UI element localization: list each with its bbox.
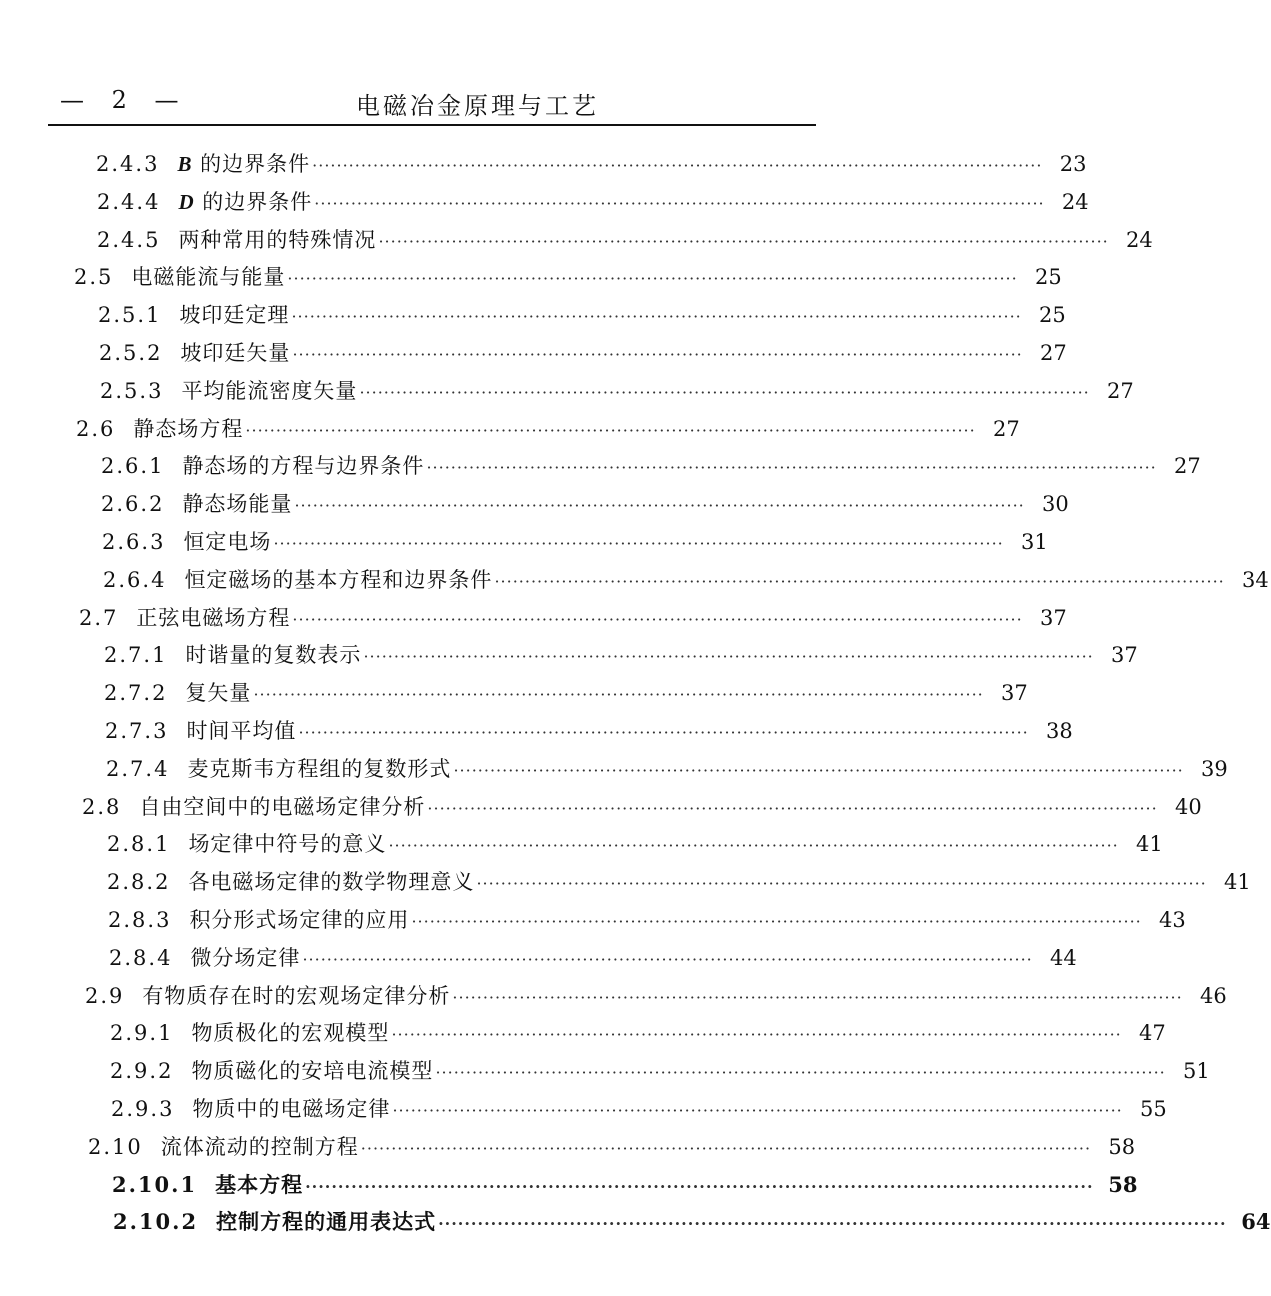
- toc-section-number: 2.8: [82, 795, 122, 819]
- toc-title-text: 物质极化的宏观模型: [191, 1021, 390, 1045]
- toc-symbol: B: [177, 152, 193, 176]
- toc-entry: [101, 488, 1069, 520]
- toc-section-number: 2.5: [74, 265, 114, 289]
- toc-entry: [110, 1055, 1210, 1087]
- toc-page-number: 23: [1059, 152, 1087, 176]
- toc-section-title: [168, 715, 296, 747]
- toc-title-text: 场定律中符号的意义: [188, 832, 387, 856]
- page-header: [48, 80, 816, 126]
- toc-section-number: 2.8.1: [107, 832, 171, 856]
- toc-page-number: 46: [1199, 984, 1227, 1008]
- toc-page-number: 31: [1021, 530, 1048, 554]
- toc-section-title: [160, 186, 312, 218]
- toc-section-title: [166, 564, 492, 596]
- toc-entry: [111, 1093, 1167, 1125]
- toc-section-number: 2.5.1: [98, 303, 162, 327]
- toc-section-number: 2.8.3: [108, 908, 172, 932]
- toc-section-number: 2.9.1: [110, 1021, 174, 1045]
- toc-entry: [105, 715, 1073, 747]
- toc-page-number: 40: [1174, 795, 1202, 819]
- toc-title-text: 物质磁化的安培电流模型: [191, 1059, 434, 1083]
- toc-section-number: 2.10.1: [112, 1172, 198, 1197]
- toc-page-number: 41: [1224, 870, 1251, 894]
- toc-title-text: 坡印廷定理: [179, 303, 290, 327]
- toc-entry: [109, 942, 1077, 974]
- dot-leader: ························································································································: [360, 1139, 1092, 1158]
- dot-leader: ························································································································: [273, 534, 1004, 553]
- toc-section-number: 2.6.4: [103, 568, 167, 592]
- toc-section-title: [113, 261, 285, 293]
- toc-section-number: 2.9: [85, 984, 125, 1008]
- toc-section-title: [160, 224, 376, 256]
- toc-page-number: 55: [1140, 1097, 1167, 1121]
- toc-section-number: 2.9.3: [111, 1097, 175, 1121]
- dot-leader: ························································································································: [298, 723, 1029, 742]
- toc-entry: [110, 1017, 1166, 1049]
- toc-page-number: 27: [1040, 341, 1067, 365]
- toc-section-title: [169, 753, 451, 785]
- toc-symbol: D: [178, 190, 195, 214]
- toc-section-title: [170, 828, 386, 860]
- dot-leader: ························································································································: [435, 1063, 1166, 1082]
- toc-title-text: 静态场方程: [133, 417, 244, 441]
- toc-entry: [99, 337, 1067, 369]
- toc-title-text: 时间平均值: [186, 719, 297, 743]
- toc-title-text: 控制方程的通用表达式: [216, 1209, 437, 1234]
- toc-title-text: 平均能流密度矢量: [181, 379, 358, 403]
- toc-section-number: 2.7.3: [105, 719, 169, 743]
- toc-section-title: [198, 1206, 436, 1238]
- dot-leader: ························································································································: [287, 269, 1018, 288]
- dot-leader: ························································································································: [245, 421, 976, 440]
- toc-entry: [79, 602, 1067, 634]
- toc-section-title: [118, 602, 290, 634]
- dot-leader: ························································································································: [291, 307, 1022, 326]
- toc-section-title: [121, 791, 425, 823]
- dot-leader: ························································································································: [426, 458, 1157, 477]
- running-title: 电磁冶金原理与工艺: [356, 92, 599, 120]
- toc-title-text: 两种常用的特殊情况: [178, 228, 377, 252]
- dot-leader: ························································································································: [391, 1025, 1122, 1044]
- toc-section-title: [197, 1169, 303, 1201]
- toc-section-title: [124, 980, 450, 1012]
- toc-section-number: 2.7.1: [104, 643, 168, 667]
- toc-page-number: 25: [1039, 303, 1066, 327]
- toc-page-number: 37: [1001, 681, 1028, 705]
- toc-section-title: [162, 337, 290, 369]
- toc-page-number: 37: [1111, 643, 1138, 667]
- toc-section-number: 2.4.5: [97, 228, 161, 252]
- toc-section-number: 2.4.4: [97, 190, 161, 214]
- toc-entry: [96, 148, 1087, 180]
- toc-title-text: 恒定磁场的基本方程和边界条件: [184, 568, 493, 592]
- toc-title-text: 静态场能量: [182, 492, 293, 516]
- toc-entry: [103, 564, 1269, 596]
- toc-page-number: 27: [1107, 379, 1134, 403]
- toc-title-text: 基本方程: [215, 1172, 304, 1197]
- dot-leader: ························································································································: [363, 647, 1094, 666]
- toc-title-text: 恒定电场: [183, 530, 272, 554]
- toc-entry: [106, 753, 1228, 785]
- toc-section-number: 2.6: [76, 417, 116, 441]
- toc-entry: [97, 224, 1153, 256]
- toc-section-number: 2.6.1: [101, 454, 165, 478]
- toc-page-number: 37: [1039, 606, 1067, 630]
- toc-page-number: 27: [992, 417, 1020, 441]
- toc-entry: [104, 639, 1138, 671]
- toc-section-title: [173, 1017, 389, 1049]
- toc-section-number: 2.9.2: [110, 1059, 174, 1083]
- toc-entry: [113, 1206, 1271, 1238]
- dot-leader: ························································································································: [494, 572, 1225, 591]
- dot-leader: ························································································································: [392, 1101, 1123, 1120]
- dot-leader: ························································································································: [411, 912, 1142, 931]
- toc-section-number: 2.7: [79, 606, 119, 630]
- toc-entry: [108, 904, 1186, 936]
- toc-title-text: 积分形式场定律的应用: [189, 908, 410, 932]
- toc-title-text: 有物质存在时的宏观场定律分析: [142, 984, 451, 1008]
- toc-entry: [85, 980, 1227, 1012]
- toc-page-number: 47: [1139, 1021, 1166, 1045]
- toc-page-number: 24: [1126, 228, 1153, 252]
- toc-entry: [74, 261, 1062, 293]
- dot-leader: ························································································································: [305, 1177, 1094, 1196]
- toc-section-number: 2.4.3: [96, 152, 160, 176]
- toc-page-number: 43: [1159, 908, 1186, 932]
- toc-section-number: 2.6.3: [102, 530, 166, 554]
- toc-title-text: 正弦电磁场方程: [136, 606, 291, 630]
- toc-section-number: 2.7.4: [106, 757, 170, 781]
- page-number: — 2 —: [60, 86, 189, 114]
- dot-leader: ························································································································: [292, 345, 1023, 364]
- toc-title-text: 自由空间中的电磁场定律分析: [139, 795, 426, 819]
- toc-page-number: 27: [1174, 454, 1201, 478]
- toc-section-title: [164, 488, 292, 520]
- dot-leader: ························································································································: [253, 685, 984, 704]
- toc-section-title: [164, 450, 424, 482]
- toc-title-text: 电磁能流与能量: [131, 265, 286, 289]
- dot-leader: ························································································································: [359, 383, 1090, 402]
- dot-leader: ························································································································: [476, 874, 1207, 893]
- toc-entry: [102, 526, 1048, 558]
- toc-section-number: 2.8.4: [109, 946, 173, 970]
- toc-section-title: [159, 148, 310, 180]
- dot-leader: ························································································································: [427, 799, 1158, 818]
- toc-section-title: [165, 526, 271, 558]
- toc-section-title: [172, 942, 300, 974]
- dot-leader: ························································································································: [302, 950, 1033, 969]
- toc-entry: [82, 791, 1202, 823]
- toc-page-number: 41: [1136, 832, 1163, 856]
- toc-title-text: 的边界条件: [202, 190, 313, 214]
- toc-section-number: 2.6.2: [101, 492, 165, 516]
- toc-page-number: 30: [1042, 492, 1069, 516]
- toc-section-number: 2.7.2: [104, 681, 168, 705]
- dot-leader: ························································································································: [294, 496, 1025, 515]
- toc-entry: [107, 866, 1251, 898]
- toc-page-number: 44: [1050, 946, 1077, 970]
- toc-section-number: 2.5.3: [100, 379, 164, 403]
- toc-section-number: 2.10: [88, 1135, 143, 1159]
- toc-section-title: [115, 413, 243, 445]
- dot-leader: ························································································································: [292, 610, 1023, 629]
- dot-leader: ························································································································: [452, 988, 1183, 1007]
- toc-entry: [104, 677, 1028, 709]
- toc-section-title: [163, 375, 357, 407]
- toc-section-title: [143, 1131, 359, 1163]
- toc-title-text: 静态场的方程与边界条件: [182, 454, 425, 478]
- toc-title-text: 复矢量: [185, 681, 252, 705]
- dot-leader: ························································································································: [453, 761, 1184, 780]
- toc-title-text: 物质中的电磁场定律: [192, 1097, 391, 1121]
- dot-leader: ························································································································: [314, 194, 1045, 213]
- toc-section-number: 2.10.2: [113, 1209, 199, 1234]
- toc-entry: [76, 413, 1020, 445]
- dot-leader: ························································································································: [438, 1214, 1227, 1233]
- toc-title-text: 时谐量的复数表示: [185, 643, 362, 667]
- toc-section-title: [167, 677, 251, 709]
- toc-entry: [98, 299, 1066, 331]
- toc-title-text: 各电磁场定律的数学物理意义: [188, 870, 475, 894]
- toc-page-number: 58: [1108, 1172, 1138, 1197]
- toc-page-number: 51: [1183, 1059, 1210, 1083]
- toc-page-number: 34: [1242, 568, 1269, 592]
- toc-entry: [97, 186, 1089, 218]
- toc-title-text: 流体流动的控制方程: [160, 1135, 359, 1159]
- toc-section-number: 2.5.2: [99, 341, 163, 365]
- toc-page-number: 25: [1034, 265, 1062, 289]
- toc-title-text: 的边界条件: [200, 152, 311, 176]
- toc-title-text: 微分场定律: [190, 946, 301, 970]
- toc-section-title: [161, 299, 289, 331]
- toc-title-text: 坡印廷矢量: [180, 341, 291, 365]
- toc-page-number: 39: [1201, 757, 1228, 781]
- toc-page-number: 38: [1046, 719, 1073, 743]
- toc-entry: [107, 828, 1163, 860]
- dot-leader: ························································································································: [378, 232, 1109, 251]
- toc-section-title: [170, 866, 474, 898]
- toc-section-number: 2.8.2: [107, 870, 171, 894]
- toc-section-title: [174, 1093, 390, 1125]
- toc-section-title: [167, 639, 361, 671]
- toc-page-number: 58: [1108, 1135, 1136, 1159]
- toc-entry: [101, 450, 1201, 482]
- dot-leader: ························································································································: [312, 156, 1043, 175]
- toc-section-title: [173, 1055, 433, 1087]
- toc-entry: [88, 1131, 1136, 1163]
- dot-leader: ························································································································: [388, 836, 1119, 855]
- toc-section-title: [171, 904, 409, 936]
- toc-title-text: 麦克斯韦方程组的复数形式: [187, 757, 452, 781]
- toc-entry: [100, 375, 1134, 407]
- toc-page-number: 24: [1061, 190, 1089, 214]
- toc-entry: [112, 1169, 1138, 1201]
- toc-page-number: 64: [1241, 1209, 1271, 1234]
